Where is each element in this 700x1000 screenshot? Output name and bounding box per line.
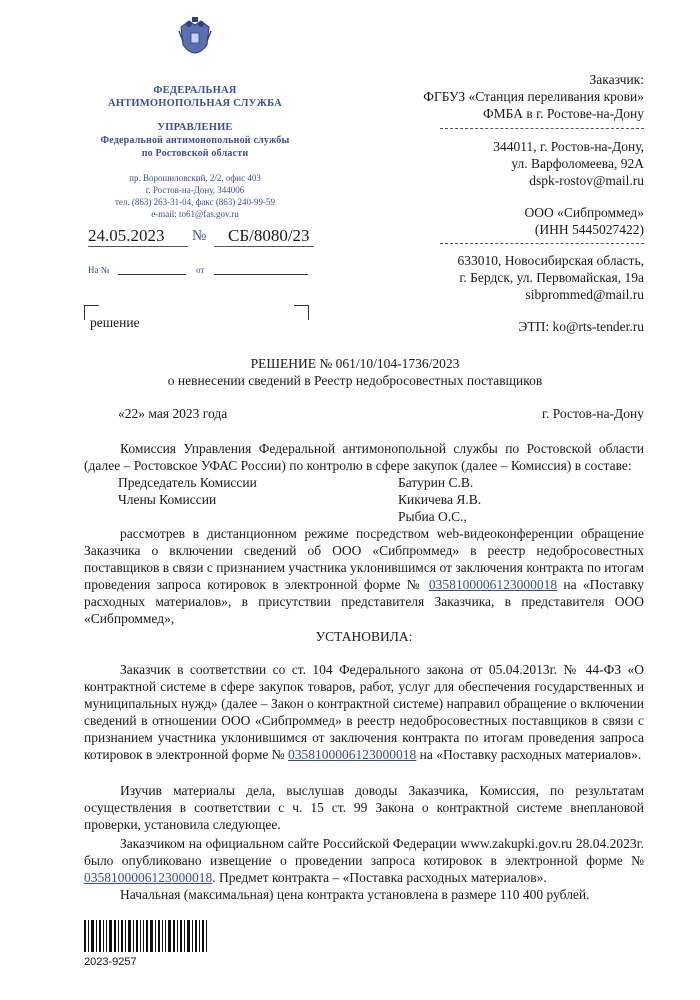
incoming-ot-label: от (196, 265, 205, 275)
sender-dept-line2: Федеральной антимонопольной службы (100, 135, 290, 146)
customer-line2: ФМБА в г. Ростове-на-Дону (482, 106, 644, 121)
subject-label: решение (90, 315, 140, 330)
sender-address (80, 172, 310, 220)
chair-name: Батурин С.В. (398, 475, 474, 490)
subject-corner-right (294, 305, 309, 320)
document-title-line2: о невнесении сведений в Реестр недобросовестных поставщиков (167, 373, 543, 388)
commission-intro: Комиссия Управления Федеральной антимонопольной службы по Ростовской области (далее – Ростовское УФАС России) по контролю в сфере закупок (далее – Комиссия) в составе: (84, 441, 644, 473)
coat-of-arms-icon (175, 15, 215, 65)
member-1: Кикичева Я.В. (398, 492, 482, 507)
body-p4-text-b: . Предмет контракта – «Поставка расходных материалов». (212, 870, 547, 885)
document-title (60, 355, 650, 389)
body-p4-text-a: Заказчиком на официальном сайте Российской Федерации www.zakupki.gov.ru 28.04.2023г. было опубликовано извещение о проведении запроса котировок в электронной форме № (84, 836, 644, 868)
body-paragraph-2 (84, 661, 644, 763)
sender-addr-line3: тел. (863) 263-31-04, факс (863) 240-99-59 (114, 197, 276, 207)
notice-link-2[interactable]: 0358100006123000018 (288, 747, 417, 762)
sender-dept-line3: по Ростовской области (141, 148, 249, 159)
outgoing-date (88, 226, 188, 247)
body-paragraph-4 (84, 835, 644, 886)
body-paragraph-1 (84, 525, 644, 627)
recipient-divider-1 (440, 128, 644, 129)
body-p1-text-a: рассмотрев в дистанционном режиме посредством web-видеоконференции обращение Заказчика о включении сведений об ООО «Сибпроммед» в реестр недобросовестных поставщиков в связи с признанием участника уклонившимся от заключения контракта по итогам проведения запроса котировок в электронной форме № (84, 526, 644, 592)
established-heading: УСТАНОВИЛА: (315, 629, 413, 644)
barcode (84, 920, 244, 952)
recipients-customer-address (380, 138, 644, 189)
sender-org (80, 84, 310, 110)
notice-link-3[interactable]: 0358100006123000018 (84, 870, 213, 885)
sender-addr-line1: пр. Ворошиловский, 2/2, офис 403 (129, 173, 261, 183)
member-2: Рыбиа О.С., (398, 509, 467, 524)
supplier-addr2: г. Бердск, ул. Первомайская, 19а (459, 270, 644, 285)
customer-line1: ФГБУЗ «Станция переливания крови» (423, 89, 644, 104)
recipient-divider-2 (440, 243, 644, 244)
document-title-line1: РЕШЕНИЕ № 061/10/104-1736/2023 (250, 356, 460, 371)
supplier-addr1: 633010, Новосибирская область, (457, 253, 644, 268)
body-p2-text-a: Заказчик в соответствии со ст. 104 Федерального закона от 05.04.2013г. № 44-ФЗ «О контрактной системе в сфере закупок товаров, работ, услуг для обеспечения государственных и муниципальных нужд» (далее – Закон о контрактной системе) направил обращение о включении сведений в отношении ООО «Сибпроммед» в реестр недобросовестных поставщиков в связи с признанием участника уклонившимся от заключения контракта по итогам проведения запроса котировок в электронной форме № (84, 662, 644, 762)
body-p1-text-b: на «Поставку расходных материалов», в присутствии представителя Заказчика, в представителя ООО «Сибпроммед», (84, 577, 645, 626)
recipients-customer (380, 71, 644, 122)
sender-org-line2: АНТИМОНОПОЛЬНАЯ СЛУЖБА (108, 98, 282, 109)
chair-label: Председатель Комиссии (118, 475, 257, 490)
incoming-na-label: На № (88, 265, 110, 275)
outgoing-date-value: 24.05.2023 (88, 226, 165, 245)
customer-addr2: ул. Варфоломеева, 92А (511, 156, 644, 171)
body-paragraph-5: Начальная (максимальная) цена контракта установлена в размере 110 400 рублей. (120, 887, 590, 902)
body-paragraph-3: Изучив материалы дела, выслушав доводы Заказчика, Комиссия, по результатам осуществления в соответствии с ч. 15 ст. 99 Закона о контрактной системе внеплановой проверки, установила следующее. (84, 783, 644, 832)
recipients-supplier-address (380, 252, 644, 303)
outgoing-number (214, 226, 314, 247)
barcode-number: 2023-9257 (84, 956, 137, 968)
sender-addr-line4: e-mail: to61@fas.gov.ru (151, 209, 239, 219)
sender-addr-line2: г. Ростов-на-Дону, 344006 (145, 185, 245, 195)
supplier-email: sibprommed@mail.ru (525, 287, 644, 302)
incoming-date-blank (214, 274, 308, 275)
customer-label: Заказчик: (589, 72, 644, 87)
supplier-line2: (ИНН 5445027422) (534, 222, 644, 237)
members-label: Члены Комиссии (118, 492, 217, 507)
outgoing-no-sign: № (192, 228, 207, 244)
recipients-etp: ЭТП: ko@rts-tender.ru (518, 319, 644, 334)
supplier-line1: ООО «Сибпроммед» (524, 205, 644, 220)
sender-org-line1: ФЕДЕРАЛЬНАЯ (153, 85, 237, 96)
sender-dept (80, 121, 310, 160)
recipients-supplier (380, 204, 644, 238)
decision-city: г. Ростов-на-Дону (541, 406, 644, 421)
decision-date: «22» мая 2023 года (118, 406, 228, 421)
sender-dept-line1: УПРАВЛЕНИЕ (157, 122, 233, 133)
notice-link-1[interactable]: 0358100006123000018 (428, 577, 558, 592)
incoming-number-blank (118, 274, 186, 275)
outgoing-number-value: СБ/8080/23 (228, 226, 310, 245)
customer-addr1: 344011, г. Ростов-на-Дону, (493, 139, 644, 154)
body-p2-text-b: на «Поставку расходных материалов». (419, 747, 642, 762)
customer-email: dspk-rostov@mail.ru (529, 173, 644, 188)
